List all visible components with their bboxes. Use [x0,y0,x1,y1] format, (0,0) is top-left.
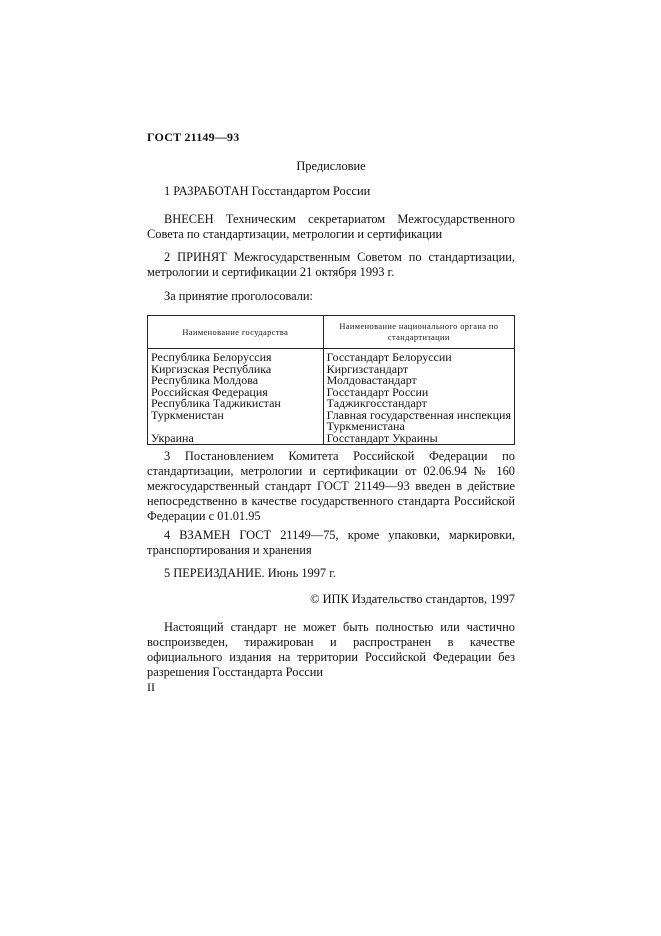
column-header-state: Наименование государства [148,316,324,349]
table-cell-state: Республика Белоруссия [148,349,324,364]
table-cell-state: Республика Таджикистан [148,398,324,410]
table-cell-body: Таджикгосстандарт [323,398,514,410]
page-number: II [147,680,155,694]
table-cell-body: Госстандарт Украины [323,433,514,445]
table-cell-body: Госстандарт России [323,387,514,399]
paragraph-reproduction-notice: Настоящий стандарт не может быть полностью или частично воспроизведен, тиражирован и распространен в качестве официального издания на территории Российской Федерации без разрешения Госстандарта России [147,620,515,679]
table-cell-state: Республика Молдова [148,375,324,387]
table-cell-state: Российская Федерация [148,387,324,399]
table-cell-body: Молдовастандарт [323,375,514,387]
paragraph-reissue: 5 ПЕРЕИЗДАНИЕ. Июнь 1997 г. [164,566,336,580]
copyright-line: © ИПК Издательство стандартов, 1997 [310,592,515,606]
table-row [148,433,515,445]
paragraph-enacted-by: 3 Постановлением Комитета Российской Федерации по стандартизации, метрологии и сертификации от 02.06.94 № 160 межгосударственный стандарт ГОСТ 21149—93 введен в действие непосредственно в качестве государственного стандарта Российской Федерации с 01.01.95 [147,449,515,523]
paragraph-developed-by: 1 РАЗРАБОТАН Госстандартом России [164,184,371,198]
table-cell-state: Украина [148,433,324,445]
paragraph-replaces: 4 ВЗАМЕН ГОСТ 21149—75, кроме упаковки, маркировки, транспортирования и хранения [147,528,515,557]
paragraph-adopted-by: 2 ПРИНЯТ Межгосударственным Советом по стандартизации, метрологии и сертификации 21 октября 1993 г. [147,250,515,279]
paragraph-introduced-by: ВНЕСЕН Техническим секретариатом Межгосударственного Совета по стандартизации, метрологии и сертификации [147,212,515,241]
table-cell-body: Главная государственная инспекция [323,410,514,422]
table-cell-state: Киргизская Республика [148,364,324,376]
table-cell-body: Туркменистана [323,421,514,433]
table-cell-state: Туркменистан [148,410,324,422]
table-cell-body: Госстандарт Белоруссии [323,349,514,364]
section-title-text: Предисловие [296,159,366,173]
section-title [0,159,661,174]
standard-code-header: ГОСТ 21149—93 [147,130,240,144]
paragraph-voted-for: За принятие проголосовали: [164,289,313,303]
table-header-row [148,316,515,349]
column-header-national-body: Наименование национального органа по стандартизации [323,316,514,349]
voting-states-table [147,315,515,445]
table-cell-body: Киргизстандарт [323,364,514,376]
